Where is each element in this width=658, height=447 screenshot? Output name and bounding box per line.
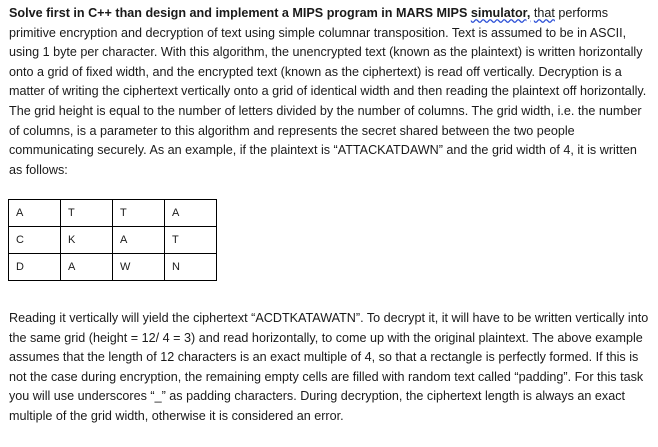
- grid-row: [9, 200, 217, 227]
- grid-cell: A: [61, 254, 113, 281]
- grid-row: [9, 254, 217, 281]
- simulator-word: simulator,: [470, 6, 531, 20]
- grid-cell: A: [113, 227, 165, 254]
- grid-cell: C: [9, 227, 61, 254]
- grid-cell: A: [165, 200, 217, 227]
- grid-cell: T: [165, 227, 217, 254]
- paragraph-intro: [9, 4, 649, 180]
- decryption-description: [9, 309, 649, 427]
- grid-cell: N: [165, 254, 217, 281]
- example-grid: [8, 199, 217, 281]
- problem-description: [9, 4, 649, 180]
- grid-cell: W: [113, 254, 165, 281]
- heading-text: Solve first in C++ than design and implement a MIPS program in MARS MIPS: [9, 6, 468, 20]
- grid-cell: D: [9, 254, 61, 281]
- grid-cell: T: [113, 200, 165, 227]
- grid-cell: T: [61, 200, 113, 227]
- paragraph-decryption: Reading it vertically will yield the ciphertext “ACDTKATAWATN”. To decrypt it, it will have to be written vertically into the same grid (height = 12/ 4 = 3) and read horizontally, to come up with the original plaintext. The above example assumes that the length of 12 characters is an exact multiple of 4, so that a rectangle is perfectly formed. If this is not the case during encryption, the remaining empty cells are filled with random text called “padding”. For this task you will use underscores “_” as padding characters. During decryption, the ciphertext length is always an exact multiple of the grid width, otherwise it is considered an error.: [9, 311, 649, 423]
- intro-body: performs primitive encryption and decryption of text using simple columnar transposition. Text is assumed to be in ASCII, using 1 byte per character. With this algorithm, the unencrypted text (known as the plaintext) is written horizontally onto a grid of fixed width, and the encrypted text (known as the ciphertext) is read off vertically. Decryption is a matter of writing the ciphertext vertically onto a grid of identical width and then reading the plaintext off horizontally. The grid height is equal to the number of letters divided by the number of columns. The grid width, i.e. the number of columns, is a parameter to this algorithm and represents the secret shared between the two people communicating securely. As an example, if the plaintext is “ATTACKATDAWN” and the grid width of 4, it is written as follows:: [9, 6, 647, 177]
- grid-cell: K: [61, 227, 113, 254]
- grid-cell: A: [9, 200, 61, 227]
- that-word: that: [533, 6, 555, 20]
- grid-row: [9, 227, 217, 254]
